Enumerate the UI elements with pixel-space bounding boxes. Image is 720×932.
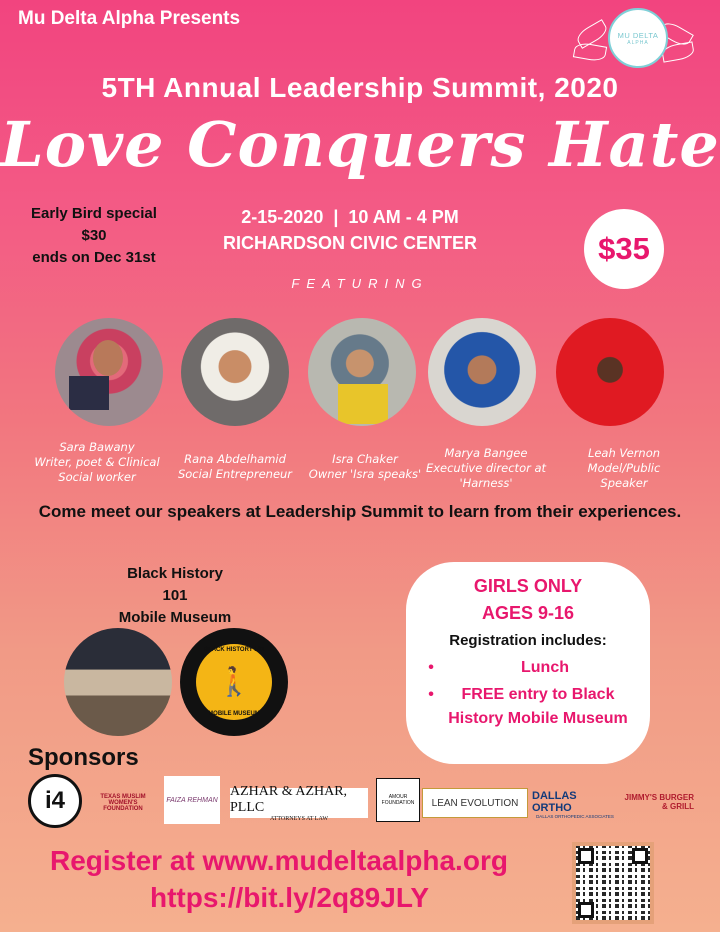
speaker-caption-sara (22, 440, 172, 485)
logo-subtext: ALPHA (627, 39, 649, 46)
sponsor-amour-logo: AMOUR FOUNDATION (376, 778, 420, 822)
girls-only-label: GIRLS ONLY (473, 576, 583, 596)
speaker-photo-leah (556, 318, 664, 426)
bullet-icon: • (428, 659, 434, 676)
sponsor-i4-logo: i4 (28, 774, 82, 828)
summit-title: 5TH Annual Leadership Summit, 2020 (101, 72, 619, 103)
speaker-name: Sara Bawany (59, 440, 135, 454)
event-when (180, 204, 520, 256)
speaker-caption-leah (572, 446, 676, 491)
sponsor-faiza-logo: FAIZA REHMAN (164, 776, 220, 824)
azhar-name: AZHAR & AZHAR, PLLC (230, 784, 348, 815)
museum-title-line: Mobile Museum (118, 609, 232, 626)
date-time: 2-15-2020 | 10 AM - 4 PM (241, 207, 459, 227)
presenter-title: Mu Delta Alpha Presents (18, 8, 241, 29)
speaker-name: Rana Abdelhamid (184, 452, 286, 466)
speaker-caption-marya (422, 446, 550, 491)
venue: RICHARDSON CIVIC CENTER (222, 233, 477, 253)
museum-title (110, 563, 240, 629)
sponsor-dallas-ortho-logo (532, 790, 618, 818)
qr-code-icon[interactable] (572, 842, 654, 924)
includes-item: • FREE entry to Black History Mobile Museum (414, 683, 642, 731)
sponsor-tmwf-logo: TEXAS MUSLIM WOMEN'S FOUNDATION (100, 794, 146, 812)
bullet-icon: • (428, 686, 434, 703)
speaker-role: Writer, poet & Clinical Social worker (34, 455, 160, 484)
speaker-name: Isra Chaker (332, 452, 398, 466)
speaker-role: Owner 'Isra speaks' (308, 467, 422, 481)
price-badge: $35 (584, 209, 664, 289)
sponsor-jimmys-logo: JIMMY'S BURGER & GRILL (624, 793, 694, 811)
museum-interior-photo (64, 628, 172, 736)
dallas-ortho-name: DALLAS ORTHO (532, 789, 577, 814)
event-headline: Love Conquers Hate (0, 108, 720, 181)
girls-registration-box (414, 570, 642, 756)
speaker-photo-isra (308, 318, 416, 426)
speaker-photo-sara (55, 318, 163, 426)
includes-label: Registration includes: (449, 632, 607, 649)
mu-delta-alpha-logo (572, 6, 690, 72)
register-short-link[interactable]: https://bit.ly/2q89JLY (150, 882, 430, 913)
includes-item: • Lunch (414, 659, 642, 677)
speaker-role: Social Entrepreneur (177, 467, 293, 481)
logo-text: MU DELTA (617, 30, 659, 40)
register-website[interactable]: Register at www.mudeltaalpha.org (50, 845, 508, 876)
early-bird-info (14, 203, 174, 269)
azhar-sub: ATTORNEYS AT LAW (270, 816, 328, 822)
speaker-caption-isra (290, 452, 440, 482)
museum-badge-bottom: MOBILE MUSEUM (208, 711, 260, 717)
sponsors-title: Sponsors (28, 744, 139, 771)
museum-badge-logo (180, 628, 288, 736)
age-range-label: AGES 9-16 (481, 603, 575, 623)
early-bird-deadline: ends on Dec 31st (32, 249, 156, 266)
speaker-name: Marya Bangee (444, 446, 528, 460)
early-bird-price: $30 (81, 227, 107, 244)
sponsor-azhar-logo (230, 784, 368, 822)
walking-figure-icon: 🚶 (216, 666, 252, 697)
dallas-ortho-sub: DALLAS ORTHOPEDIC ASSOCIATES (536, 813, 614, 819)
speaker-caption-rana (160, 452, 310, 482)
featuring-label: FEATURING (291, 276, 429, 291)
museum-title-line: 101 (162, 587, 188, 604)
speaker-photo-marya (428, 318, 536, 426)
sponsor-lean-evolution-logo: LEAN EVOLUTION (422, 788, 528, 818)
speaker-role: Executive director at 'Harness' (425, 461, 547, 490)
museum-title-line: Black History (127, 565, 223, 582)
museum-badge-top: BLACK HISTORY 101 (203, 647, 265, 653)
speaker-name: Leah Vernon (587, 446, 661, 460)
invitation-text: Come meet our speakers at Leadership Summit to learn from their experiences. (38, 502, 682, 521)
speaker-photo-rana (181, 318, 289, 426)
speaker-role: Model/Public Speaker (587, 461, 661, 490)
early-bird-line: Early Bird special (31, 205, 157, 222)
